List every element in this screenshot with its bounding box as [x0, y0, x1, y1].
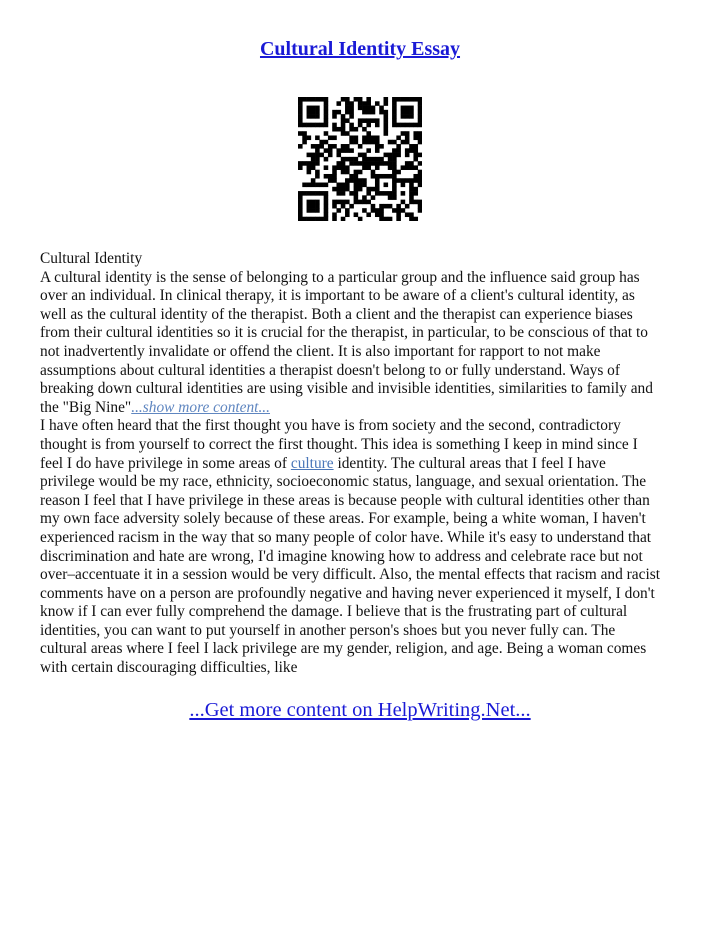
essay-body [40, 250, 685, 678]
paragraph-2-text-end: identity. The cultural areas that I feel I have privilege would be my race, ethnicity, socioeconomic status, language, and sexual orientation. The reason I feel that I have privilege in these areas is because people with cultural identities other than my own face adversity solely because of these areas. For example, being a white woman, I haven't experienced racism in the way that so many people of color have. While it's easy to understand that discrimination and hate are wrong, I'd imagine knowing how to address and celebrate race but not over–accentuate it in a session would be very difficult. Also, the mental effects that racism and racist comments have on a person are profoundly negative and having never experienced it myself, I don't know if I can ever fully comprehend the damage. I believe that is the frustrating part of cultural identities, you can want to put yourself in another person's shoes but you never fully can. The cultural areas where I feel I lack privilege are my gender, religion, and age. Being a woman comes with certain discouraging difficulties, like [40, 454, 660, 677]
qr-code-icon [298, 97, 422, 221]
culture-link[interactable]: culture [290, 454, 334, 472]
essay-heading: Cultural Identity [40, 250, 143, 267]
paragraph-1-text: A cultural identity is the sense of belonging to a particular group and the influence said group has over an individual. In clinical therapy, it is important to be aware of a client's cultural identity, as well as the cultural identity of the therapist. Both a client and the therapist can experience biases from their cultural identities so it is crucial for the therapist, in particular, to be conscious of that to not inadvertently invalidate or offend the client. It is also important for rapport to not make assumptions about cultural identities a therapist doesn't belong to or fully understand. Ways of breaking down cultural identities are using visible and invisible identities, similarities to family and the "Big Nine" [40, 268, 653, 416]
show-more-link[interactable]: ...show more content... [131, 398, 271, 416]
get-more-content-link[interactable]: ...Get more content on HelpWriting.Net... [189, 699, 531, 721]
essay-paragraph-2 [40, 417, 685, 677]
paragraph-2-text-start: I have often heard that the first thought you have is from society and the second, contradictory thought is from yourself to correct the first thought. This idea is something I keep in mind since I feel I do have privilege in some areas of [40, 417, 638, 472]
document-title-link[interactable]: Cultural Identity Essay [259, 38, 461, 60]
essay-paragraph-1 [40, 269, 685, 418]
